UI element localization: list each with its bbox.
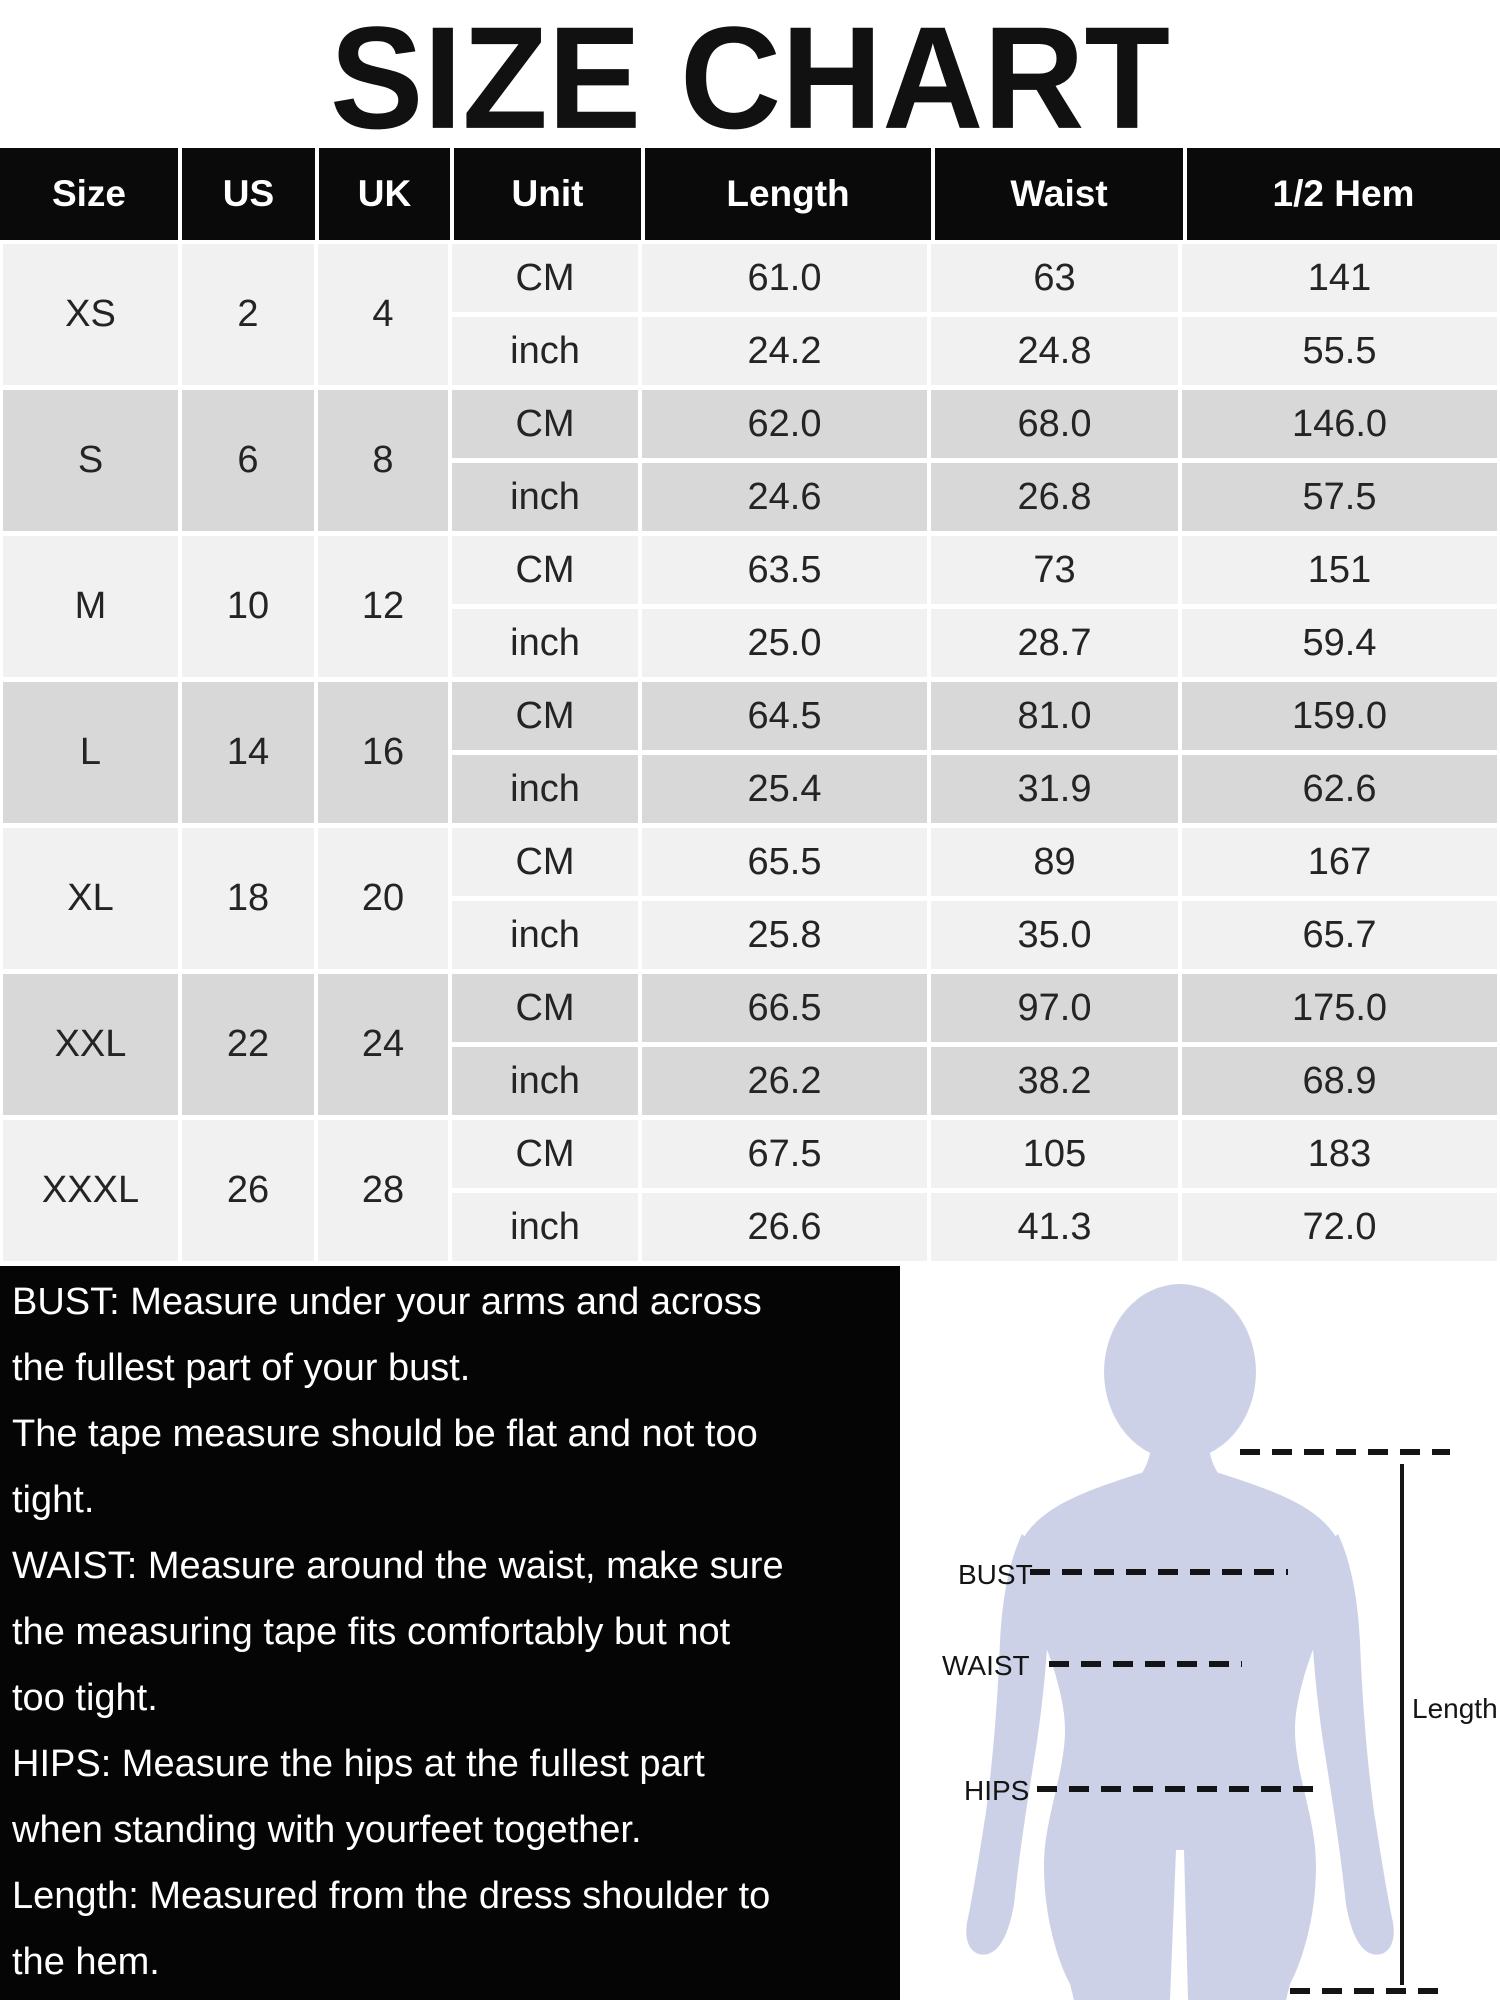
cell-length-cm: 67.5	[642, 1120, 927, 1188]
cell-us: 22	[182, 974, 314, 1115]
cell-uk: 24	[318, 974, 448, 1115]
length-label: Length	[1412, 1693, 1498, 1724]
cell-size: XXL	[3, 974, 178, 1115]
cell-unit-inch: inch	[452, 755, 638, 823]
cell-us: 6	[182, 390, 314, 531]
cell-size: XXXL	[3, 1120, 178, 1261]
cell-waist-cm: 105	[931, 1120, 1178, 1188]
header-cell-size: Size	[0, 148, 178, 240]
table-body	[0, 244, 1500, 1261]
cell-hem-cm: 141	[1182, 244, 1497, 312]
size-row-XXL	[3, 974, 1497, 1115]
cell-unit-inch: inch	[452, 1047, 638, 1115]
body-silhouette	[966, 1284, 1394, 2000]
header-cell-us: US	[182, 148, 315, 240]
cell-waist-cm: 89	[931, 828, 1178, 896]
instruction-line: the measuring tape fits comfortably but not	[12, 1611, 731, 1653]
page-title: SIZE CHART	[330, 0, 1170, 160]
figure-panel	[900, 1266, 1500, 2000]
cell-waist-cm: 68.0	[931, 390, 1178, 458]
cell-unit-inch: inch	[452, 609, 638, 677]
cell-hem-inch: 65.7	[1182, 901, 1497, 969]
cell-waist-inch: 26.8	[931, 463, 1178, 531]
cell-us: 26	[182, 1120, 314, 1261]
cell-length-cm: 61.0	[642, 244, 927, 312]
header-cell-1-2-hem: 1/2 Hem	[1187, 148, 1500, 240]
cell-unit-cm: CM	[452, 244, 638, 312]
cell-length-cm: 64.5	[642, 682, 927, 750]
silhouette-left-arm	[966, 1534, 1048, 1955]
cell-length-inch: 26.6	[642, 1193, 927, 1261]
cell-size: XS	[3, 244, 178, 385]
cell-unit-cm: CM	[452, 390, 638, 458]
cell-size: S	[3, 390, 178, 531]
table-header-row	[0, 148, 1500, 240]
header-cell-unit: Unit	[454, 148, 641, 240]
cell-hem-inch: 57.5	[1182, 463, 1497, 531]
cell-length-cm: 63.5	[642, 536, 927, 604]
cell-uk: 16	[318, 682, 448, 823]
instruction-line: BUST: Measure under your arms and across	[12, 1281, 762, 1323]
instruction-line: too tight.	[12, 1677, 158, 1719]
size-row-L	[3, 682, 1497, 823]
cell-length-inch: 25.4	[642, 755, 927, 823]
cell-us: 18	[182, 828, 314, 969]
cell-unit-inch: inch	[452, 463, 638, 531]
cell-uk: 4	[318, 244, 448, 385]
silhouette-right-arm	[1312, 1534, 1394, 1955]
cell-hem-cm: 183	[1182, 1120, 1497, 1188]
cell-hem-cm: 146.0	[1182, 390, 1497, 458]
cell-hem-cm: 175.0	[1182, 974, 1497, 1042]
cell-uk: 28	[318, 1120, 448, 1261]
instruction-line: tight.	[12, 1479, 95, 1521]
size-table	[0, 148, 1500, 1261]
cell-size: M	[3, 536, 178, 677]
size-row-M	[3, 536, 1497, 677]
cell-uk: 8	[318, 390, 448, 531]
cell-unit-inch: inch	[452, 1193, 638, 1261]
instruction-line: The tape measure should be flat and not too	[12, 1413, 758, 1455]
instruction-line: WAIST: Measure around the waist, make sure	[12, 1545, 784, 1587]
cell-us: 14	[182, 682, 314, 823]
cell-us: 10	[182, 536, 314, 677]
cell-length-cm: 66.5	[642, 974, 927, 1042]
cell-length-inch: 26.2	[642, 1047, 927, 1115]
header-cell-waist: Waist	[935, 148, 1183, 240]
hips-label: HIPS	[964, 1775, 1030, 1806]
cell-unit-inch: inch	[452, 317, 638, 385]
cell-uk: 20	[318, 828, 448, 969]
cell-hem-inch: 55.5	[1182, 317, 1497, 385]
cell-waist-inch: 35.0	[931, 901, 1178, 969]
cell-waist-inch: 24.8	[931, 317, 1178, 385]
cell-hem-cm: 159.0	[1182, 682, 1497, 750]
size-row-S	[3, 390, 1497, 531]
cell-hem-inch: 72.0	[1182, 1193, 1497, 1261]
waist-label: WAIST	[942, 1650, 1030, 1681]
cell-waist-cm: 81.0	[931, 682, 1178, 750]
body-measurement-diagram	[900, 1272, 1500, 2000]
cell-unit-cm: CM	[452, 1120, 638, 1188]
header-cell-uk: UK	[319, 148, 450, 240]
cell-uk: 12	[318, 536, 448, 677]
instruction-line: HIPS: Measure the hips at the fullest part	[12, 1743, 705, 1785]
cell-hem-cm: 167	[1182, 828, 1497, 896]
cell-unit-cm: CM	[452, 536, 638, 604]
size-row-XL	[3, 828, 1497, 969]
cell-unit-cm: CM	[452, 682, 638, 750]
cell-length-inch: 25.8	[642, 901, 927, 969]
cell-waist-cm: 97.0	[931, 974, 1178, 1042]
cell-unit-cm: CM	[452, 828, 638, 896]
bust-label: BUST	[958, 1559, 1033, 1590]
cell-length-cm: 65.5	[642, 828, 927, 896]
cell-waist-cm: 63	[931, 244, 1178, 312]
cell-unit-inch: inch	[452, 901, 638, 969]
instruction-line: the hem.	[12, 1941, 160, 1983]
cell-unit-cm: CM	[452, 974, 638, 1042]
cell-length-inch: 24.6	[642, 463, 927, 531]
cell-waist-cm: 73	[931, 536, 1178, 604]
cell-waist-inch: 41.3	[931, 1193, 1178, 1261]
instruction-line: Length: Measured from the dress shoulder to	[12, 1875, 771, 1917]
cell-us: 2	[182, 244, 314, 385]
cell-hem-inch: 62.6	[1182, 755, 1497, 823]
cell-hem-cm: 151	[1182, 536, 1497, 604]
cell-hem-inch: 59.4	[1182, 609, 1497, 677]
measurement-instructions	[0, 1266, 900, 2000]
cell-hem-inch: 68.9	[1182, 1047, 1497, 1115]
cell-length-inch: 24.2	[642, 317, 927, 385]
cell-size: XL	[3, 828, 178, 969]
header-cell-length: Length	[645, 148, 931, 240]
instruction-line: the fullest part of your bust.	[12, 1347, 471, 1389]
cell-length-cm: 62.0	[642, 390, 927, 458]
cell-waist-inch: 38.2	[931, 1047, 1178, 1115]
cell-size: L	[3, 682, 178, 823]
cell-waist-inch: 28.7	[931, 609, 1178, 677]
info-section	[0, 1266, 1500, 2000]
size-row-XXXL	[3, 1120, 1497, 1261]
cell-waist-inch: 31.9	[931, 755, 1178, 823]
size-row-XS	[3, 244, 1497, 385]
cell-length-inch: 25.0	[642, 609, 927, 677]
instruction-line: when standing with yourfeet together.	[12, 1809, 642, 1851]
